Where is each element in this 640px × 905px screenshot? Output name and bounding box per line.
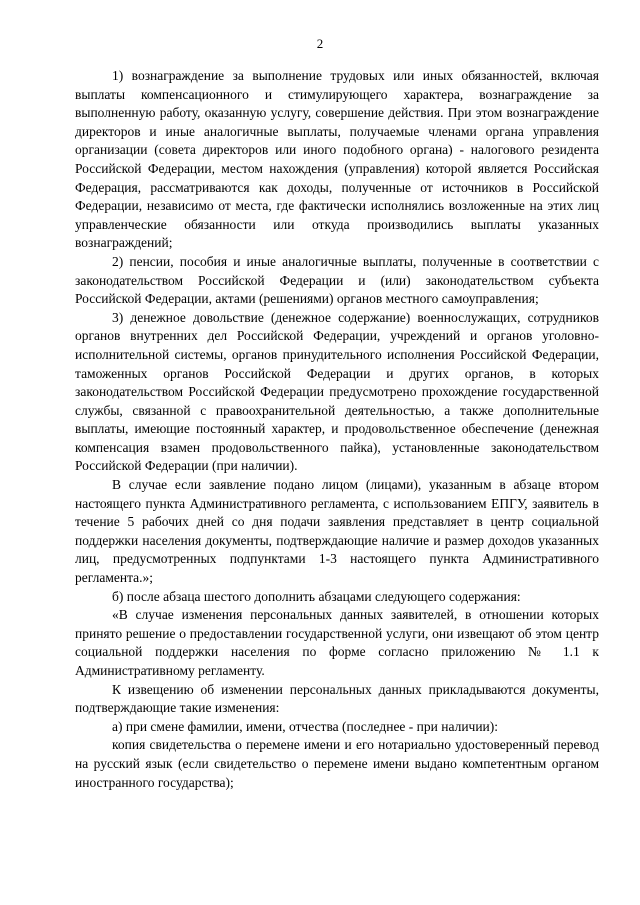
paragraph-epgu-application: В случае если заявление подано лицом (лицами), указанным в абзаце втором настоящего пункта Административного регламента, с использованием ЕПГУ, заявитель в течение 5 рабочих дней со дня подачи заявления представляет в центр социальной поддержки населения документы, подтверждающие наличие и размер доходов указанных лиц, предусмотренных подпунктами 1-3 настоящего пункта Административного регламента.»; <box>75 477 599 586</box>
paragraph-amendment-b: б) после абзаца шестого дополнить абзацами следующего содержания: <box>112 588 521 604</box>
paragraph-attachments: К извещению об изменении персональных данных прикладываются документы, подтверждающие такие изменения: <box>75 681 599 716</box>
page-number: 2 <box>316 36 324 51</box>
paragraph-pensions: 2) пенсии, пособия и иные аналогичные выплаты, полученные в соответствии с законодательством Российской Федерации и (или) законодательством субъекта Российской Федерации, актами (решениями) органов местного самоуправления; <box>75 253 599 307</box>
paragraph-name-change: а) при смене фамилии, имени, отчества (последнее - при наличии): <box>112 718 499 734</box>
paragraph-allowance: 3) денежное довольствие (денежное содержание) военнослужащих, сотрудников органов внутренних дел Российской Федерации, учреждений и органов уголовно-исполнительной системы, органов принудительного исполнения Российской Федерации, таможенных органов Российской Федерации и других органов, в которых законодательством Российской Федерации предусмотрено прохождение государственной службы, связанной с правоохранительной деятельностью, а также дополнительные выплаты, имеющие постоянный характер, и продовольственное обеспечение (денежная компенсация взамен продовольственного пайка), установленные законодательством Российской Федерации (при наличии). <box>75 309 599 474</box>
paragraph-name-change-certificate: копия свидетельства о перемене имени и его нотариально удостоверенный перевод на русский язык (если свидетельство о перемене имени выдано компетентным органом иностранного государства); <box>75 737 599 790</box>
paragraph-personal-data-change: «В случае изменения персональных данных заявителей, в отношении которых принято решение о предоставлении государственной услуги, они извещают об этом центр социальной поддержки населения по форме согласно приложению № 1.1 к Административному регламенту. <box>75 607 599 678</box>
paragraph-remuneration: 1) вознаграждение за выполнение трудовых или иных обязанностей, включая выплаты компенсационного и стимулирующего характера, вознаграждение за выполненную работу, оказанную услугу, совершение действия. При этом вознаграждение директоров и иные аналогичные выплаты, получаемые членами органа управления организации (совета директоров или иного подобного органа) - налогового резидента Российской Федерации, местом нахождения (управления) которой является Российская Федерация, рассматриваются как доходы, полученные от источников в Российской Федерации, независимо от места, где фактически исполнялись возложенные на этих лиц управленческие обязанности или откуда производились выплаты указанных вознаграждений; <box>75 68 599 251</box>
document-body <box>75 67 599 792</box>
